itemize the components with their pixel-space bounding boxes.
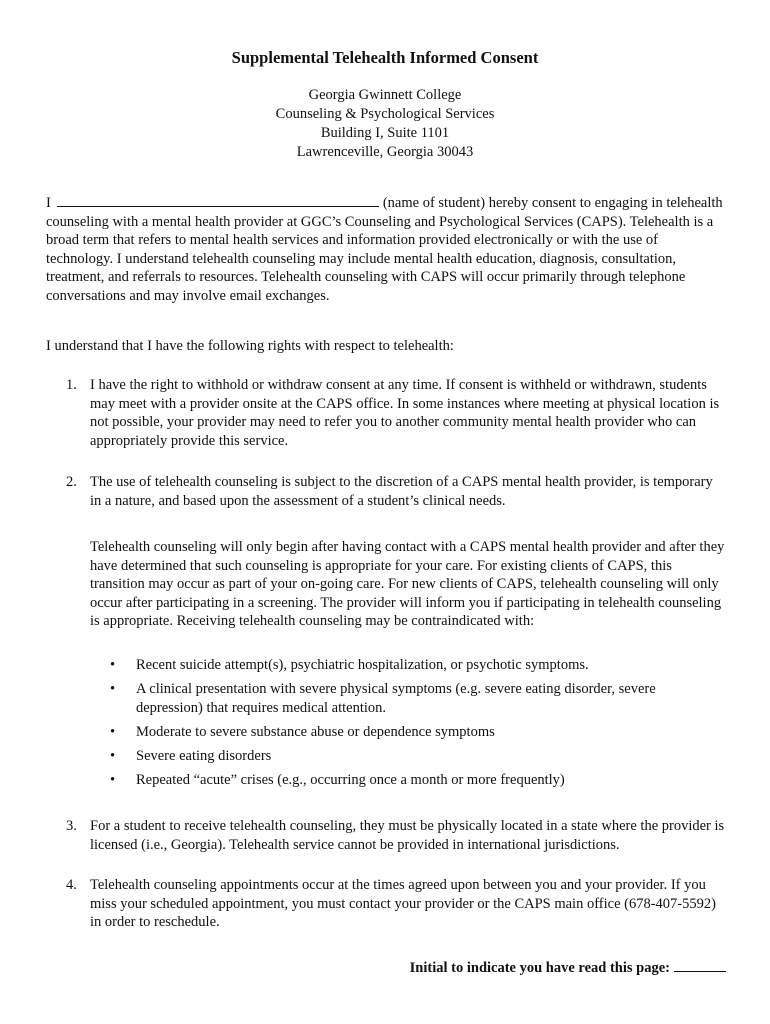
list-number: 3. (66, 818, 77, 834)
list-item (110, 680, 720, 717)
list-item-1 (66, 376, 726, 450)
address-line-college: Georgia Gwinnett College (308, 87, 462, 103)
bullet-text: Recent suicide attempt(s), psychiatric hospitalization, or psychotic symptoms. (136, 657, 589, 673)
intro-paragraph (46, 193, 726, 306)
address-line-building: Building I, Suite 1101 (320, 125, 450, 141)
address-block (0, 86, 770, 162)
bullet-icon: • (110, 747, 116, 764)
address-line-department: Counseling & Psychological Services (275, 106, 495, 122)
initial-label: Initial to indicate you have read this page: (409, 960, 670, 976)
list-number: 2. (66, 474, 77, 490)
list-item (110, 656, 720, 675)
list-item-text: The use of telehealth counseling is subject to the discretion of a CAPS mental health provider, is temporary in a nature, and based upon the assessment of a student’s clinical needs. (90, 474, 713, 509)
list-item (110, 723, 720, 742)
bullet-text: Severe eating disorders (136, 747, 272, 764)
intro-prefix: I (46, 195, 51, 211)
item-2-followup-paragraph: Telehealth counseling will only begin after having contact with a CAPS mental health provider and after they have determined that such counseling is appropriate for your care. For existing clients of CAPS, this transition may occur as part of your on-going care. For new clients of CAPS, telehealth counseling will only occur after participating in a screening. The provider will inform you if participating in telehealth counseling is appropriate. Receiving telehealth counseling may be contraindicated with: (90, 539, 725, 630)
intro-text: (name of student) hereby consent to engaging in telehealth counseling with a mental health provider at GGC’s Counseling and Psychological Services (CAPS). Telehealth is a broad term that refers to mental health services and information provided electronically or with the use of technology. I understand telehealth counseling may include mental health education, diagnosis, consultation, treatment, and referrals to resources. Telehealth counseling with CAPS will occur primarily through telephone conversations and may involve email exchanges. (46, 195, 723, 304)
list-item-text: Telehealth counseling appointments occur at the times agreed upon between you and your provider. If you miss your scheduled appointment, you must contact your provider or the CAPS main office (678-407-5592) in order to reschedule. (90, 877, 716, 931)
address-line-city: Lawrenceville, Georgia 30043 (296, 144, 474, 160)
initial-blank[interactable] (674, 958, 726, 972)
list-item-text: I have the right to withhold or withdraw consent at any time. If consent is withheld or withdrawn, students may meet with a provider onsite at the CAPS office. In some instances where meeting at physical location is not possible, your provider may need to refer you to another community mental health provider who can appropriately provide this service. (90, 377, 720, 449)
bullet-icon: • (110, 681, 116, 698)
bullet-text: Moderate to severe substance abuse or dependence symptoms (136, 723, 495, 740)
student-name-blank[interactable] (57, 193, 379, 207)
list-item (110, 771, 720, 790)
list-item-2 (66, 473, 726, 510)
bullet-text: Repeated “acute” crises (e.g., occurring once a month or more frequently) (136, 771, 565, 788)
bullet-icon: • (110, 771, 116, 788)
list-number: 4. (66, 877, 77, 893)
list-item (110, 747, 720, 766)
list-item-3 (66, 817, 726, 854)
bullet-icon: • (110, 657, 116, 673)
list-number: 1. (66, 377, 77, 393)
contraindications-list (110, 656, 720, 795)
bullet-icon: • (110, 723, 116, 740)
document-title: Supplemental Telehealth Informed Consent (231, 48, 539, 67)
list-item-4 (66, 876, 726, 932)
initial-line (410, 958, 726, 977)
list-item-text: For a student to receive telehealth counseling, they must be physically located in a state where the provider is licensed (i.e., Georgia). Telehealth service cannot be provided in international jurisdictions. (90, 818, 725, 853)
rights-intro: I understand that I have the following rights with respect to telehealth: (46, 338, 454, 354)
bullet-text: A clinical presentation with severe physical symptoms (e.g. severe eating disorder, severe depression) that requires medical attention. (136, 681, 656, 716)
